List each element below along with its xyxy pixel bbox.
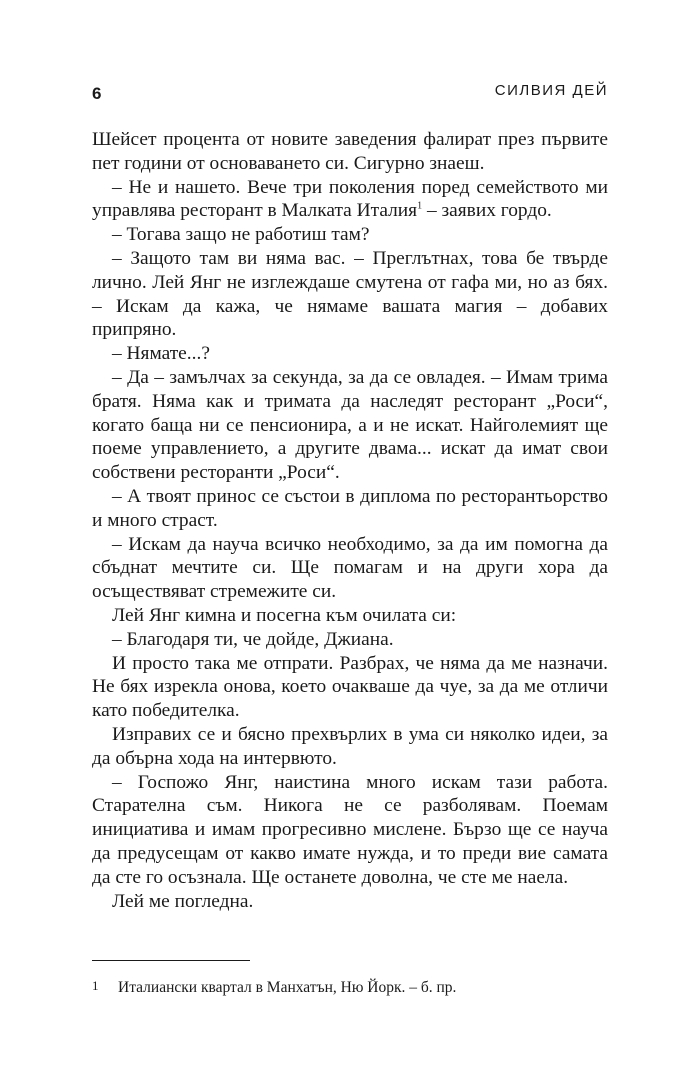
paragraph: Шейсет процента от новите заведения фалират през първите пет години от основаването си. Сигурно знаеш. [92, 129, 608, 174]
footnote-text: Италиански квартал в Манхатън, Ню Йорк. – б. пр. [118, 979, 457, 996]
footnote-marker: 1 [92, 978, 99, 993]
paragraph: – Искам да науча всичко необходимо, за да им помогна да сбъднат мечтите си. Ще помагам и на други хора да осъществяват стремежите си. [92, 533, 608, 603]
paragraph: – Нямате...? [112, 343, 210, 365]
paragraph-text-tail: – заявих гордо. [422, 200, 552, 222]
page-header [92, 80, 608, 104]
page-number: 6 [92, 84, 102, 103]
paragraph: – Благодаря ти, че дойде, Джиана. [112, 628, 394, 650]
footnote [92, 976, 608, 998]
paragraph: – Тогава защо не работиш там? [112, 224, 370, 246]
body-text [92, 128, 608, 913]
paragraph: – Защото там ви няма вас. – Преглътнах, това бе твърде лично. Лей Янг не изглеждаше смутена от гафа ми, но аз бях. – Искам да кажа, че нямаме вашата магия – добавих припряно. [92, 247, 608, 341]
footnote-reference: 1 [417, 200, 423, 212]
running-head: СИЛВИЯ ДЕЙ [494, 82, 608, 99]
footnote-divider [92, 960, 250, 961]
paragraph: Лей Янг кимна и посегна към очилата си: [112, 604, 457, 626]
paragraph: И просто така ме отпрати. Разбрах, че няма да ме назначи. Не бях изрекла онова, което очакваше да чуе, за да ме отличи като победителка. [92, 652, 608, 722]
paragraph: Изправих се и бясно прехвърлих в ума си няколко идеи, за да обърна хода на интервюто. [92, 723, 608, 769]
paragraph: Лей ме погледна. [112, 890, 254, 912]
paragraph: – Госпожо Янг, наистина много искам тази работа. Старателна съм. Никога не се разболявам. Поемам инициатива и имам прогресивно мислене. Бързо ще се науча да предусещам от какво имате нужда, и то преди вие самата да сте го осъзнала. Ще останете доволна, че сте ме наела. [92, 771, 608, 888]
paragraph: – А твоят принос се състои в диплома по ресторантьорство и много страст. [92, 485, 608, 531]
paragraph [92, 176, 608, 224]
paragraph-text: – Не и нашето. Вече три поколения поред семейството ми управлява ресторант в Малката Италия [92, 176, 608, 222]
paragraph: – Да – замълчах за секунда, за да се овладея. – Имам трима братя. Няма как и тримата да наследят ресторант „Роси“, когато баща ни се пенсионира, а и не искат. Найголемият ще поеме управлението, а другите двама... искат да имат свои собствени ресторанти „Роси“. [92, 366, 608, 484]
